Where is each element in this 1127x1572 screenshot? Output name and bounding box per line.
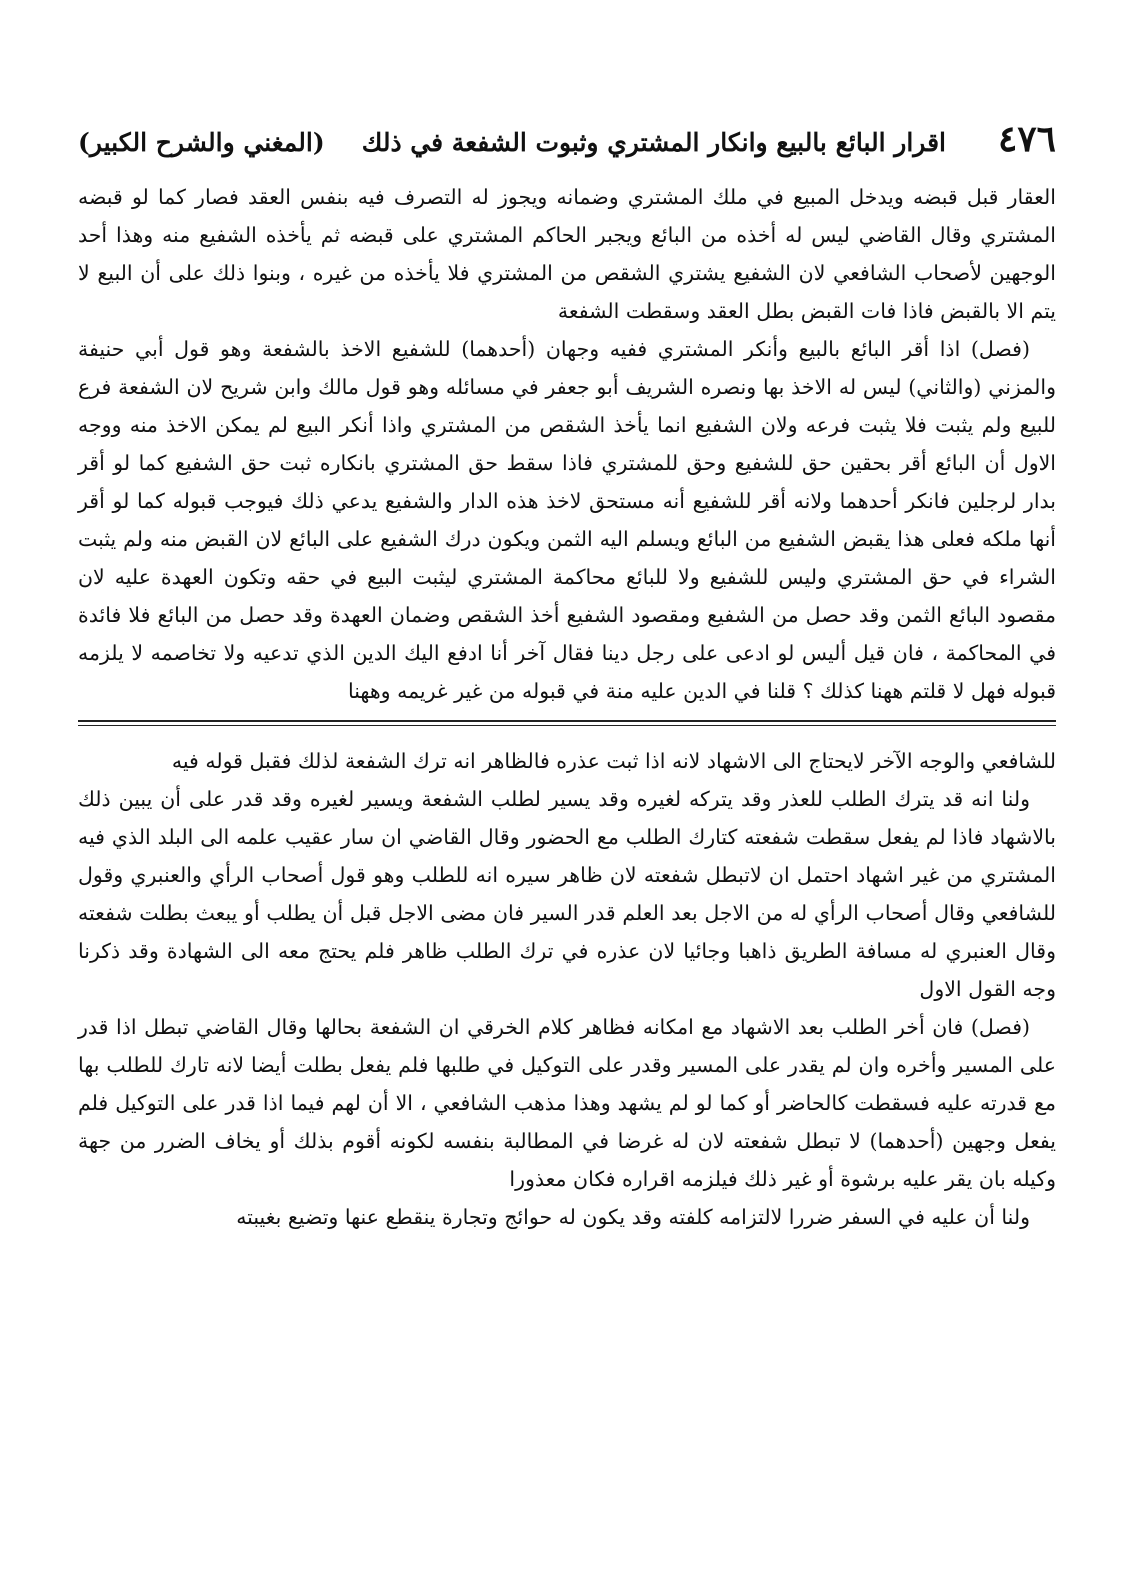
commentary-paragraph: للشافعي والوجه الآخر لايحتاج الى الاشهاد لانه اذا ثبت عذره فالظاهر انه ترك الشفعة لذلك فقبل قوله فيه [171,749,1056,773]
main-paragraph: العقار قبل قبضه ويدخل المبيع في ملك المشتري وضمانه ويجوز له التصرف فيه بنفس العقد فصار كما لو قبضه المشتري وقال القاضي ليس له أخذه من البائع ويجبر الحاكم المشتري على قبضه ثم يأخذه الشفيع منه وهذا أحد الوجهين لأصحاب الشافعي لان الشفيع يشتري الشقص من المشتري فلا يأخذه من غيره ، وبنوا ذلك على أن البيع لا يتم الا بالقبض فاذا فات القبض بطل العقد وسقطت الشفعة [78,185,1056,323]
page-number: ٤٧٦ [997,118,1056,160]
main-paragraph: (فصل) اذا أقر البائع بالبيع وأنكر المشتري ففيه وجهان (أحدهما) للشفيع الاخذ بالشفعة وهو قول أبي حنيفة والمزني (والثاني) ليس له الاخذ بها ونصره الشريف أبو جعفر في مسائله وهو قول مالك وابن شريح لان الشفعة فرع للبيع ولم يثبت فلا يثبت فرعه ولان الشفيع انما يأخذ الشقص من المشتري واذا أنكر البيع لم يمكن الاخذ منه ووجه الاول أن البائع أقر بحقين حق للشفيع وحق للمشتري فاذا سقط حق المشتري بانكاره ثبت حق الشفيع كما لو أقر بدار لرجلين فانكر أحدهما ولانه أقر للشفيع أنه مستحق لاخذ هذه الدار والشفيع يدعي ذلك فيوجب قبوله كما لو أقر أنها ملكه فعلى هذا يقبض الشفيع من البائع ويسلم اليه الثمن ويكون درك الشفيع على البائع لان القبض منه ولم يثبت الشراء في حق المشتري وليس للشفيع ولا للبائع محاكمة المشتري ليثبت البيع في حقه وتكون العهدة عليه لان مقصود البائع الثمن وقد حصل من الشفيع ومقصود الشفيع أخذ الشقص وضمان العهدة وقد حصل من البائع فلا فائدة في المحاكمة ، فان قيل أليس لو ادعى على رجل دينا فقال آخر أنا ادفع اليك الدين الذي تدعيه ولا تخاصمه لا يلزمه قبوله فهل لا قلتم ههنا كذلك ؟ قلنا في الدين عليه منة في قبوله من غير غريمه وههنا [78,337,1056,703]
book-title: (المغني والشرح الكبير) [78,128,325,157]
commentary-text [78,742,1056,1236]
page-header [78,118,1056,174]
main-text [78,178,1056,710]
running-title: اقرار البائع بالبيع وانكار المشتري وثبوت الشفعة في ذلك [361,128,946,157]
commentary-paragraph: ولنا أن عليه في السفر ضررا لالتزامه كلفته وقد يكون له حوائج وتجارة ينقطع عنها وتضيع بغيبته [236,1205,1030,1229]
document-page [78,118,1056,1538]
section-divider [78,720,1056,726]
commentary-paragraph: ولنا انه قد يترك الطلب للعذر وقد يتركه لغيره وقد يسير لطلب الشفعة ويسير لغيره وقد قدر على أن يبين ذلك بالاشهاد فاذا لم يفعل سقطت شفعته كتارك الطلب مع الحضور وقال القاضي ان سار عقيب علمه الى البلد الذي فيه المشتري من غير اشهاد احتمل ان لاتبطل شفعته لان ظاهر سيره انه للطلب وهو قول أصحاب الرأي والعنبري وقول للشافعي وقال أصحاب الرأي له من الاجل بعد العلم قدر السير فان مضى الاجل قبل أن يطلب أو يبعث بطلت شفعته وقال العنبري له مسافة الطريق ذاهبا وجائيا لان عذره في ترك الطلب ظاهر فلم يحتج معه الى الشهادة وقد ذكرنا وجه القول الاول [78,787,1056,1001]
commentary-paragraph: (فصل) فان أخر الطلب بعد الاشهاد مع امكانه فظاهر كلام الخرقي ان الشفعة بحالها وقال القاضي تبطل اذا قدر على المسير وأخره وان لم يقدر على المسير وقدر على التوكيل في طلبها فلم يفعل بطلت أيضا لانه تارك للطلب بها مع قدرته عليه فسقطت كالحاضر أو كما لو لم يشهد وهذا مذهب الشافعي ، الا أن لهم فيما اذا قدر على التوكيل فلم يفعل وجهين (أحدهما) لا تبطل شفعته لان له غرضا في المطالبة بنفسه لكونه أقوم بذلك أو يخاف الضرر من جهة وكيله بان يقر عليه برشوة أو غير ذلك فيلزمه اقراره فكان معذورا [78,1015,1056,1191]
